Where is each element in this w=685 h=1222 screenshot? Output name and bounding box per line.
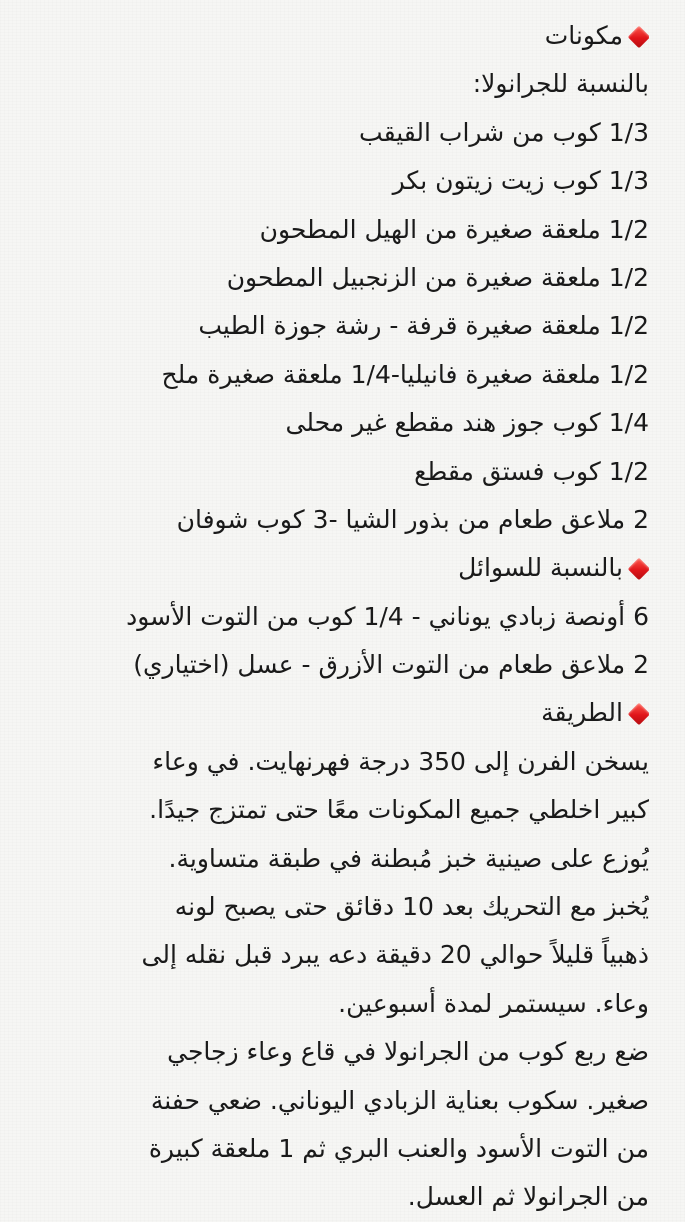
- ingredient-line: 1/3 كوب من شراب القيقب: [359, 117, 649, 147]
- heading-text: مكونات: [544, 21, 623, 50]
- method-line: صغير. سكوب بعناية الزبادي اليوناني. ضعي حفنة: [150, 1085, 649, 1115]
- section-heading-method: [9, 689, 649, 737]
- section-heading-ingredients: [9, 12, 649, 60]
- method-line: يسخن الفرن إلى 350 درجة فهرنهايت. في وعاء: [152, 746, 649, 776]
- red-diamond-icon: [628, 26, 649, 49]
- liquid-line: 2 ملاعق طعام من التوت الأزرق - عسل (اختياري): [133, 650, 649, 680]
- method-line: ضع ربع كوب من الجرانولا في قاع وعاء زجاجي: [167, 1037, 649, 1067]
- heading-text: الطريقة: [541, 698, 623, 728]
- ingredient-line: 2 ملاعق طعام من بذور الشيا -3 كوب شوفان: [176, 504, 649, 534]
- method-line: وعاء. سيستمر لمدة أسبوعين.: [338, 988, 649, 1018]
- red-diamond-icon: [628, 558, 649, 581]
- ingredient-line: 1/4 كوب جوز هند مقطع غير محلى: [285, 408, 649, 438]
- method-line: من التوت الأسود والعنب البري ثم 1 ملعقة كبيرة: [148, 1133, 649, 1163]
- note-body[interactable]: [9, 12, 649, 1222]
- method-line: ذهبياً قليلاً حوالي 20 دقيقة دعه يبرد قبل نقله إلى: [141, 940, 649, 970]
- method-line: يُوزع على صينية خبز مُبطنة في طبقة متساوية.: [168, 843, 649, 873]
- ingredient-line: 1/3 كوب زيت زيتون بكر: [392, 166, 649, 196]
- liquid-line: 6 أونصة زبادي يوناني - 1/4 كوب من التوت الأسود: [126, 601, 649, 631]
- heading-text: بالنسبة للسوائل: [458, 553, 623, 583]
- section-heading-liquids: [9, 544, 649, 592]
- ingredient-line: 1/2 ملعقة صغيرة فانيليا-1/4 ملعقة صغيرة ملح: [161, 359, 649, 389]
- method-line: كبير اخلطي جميع المكونات معًا حتى تمتزج جيدًا.: [149, 795, 649, 825]
- red-diamond-icon: [628, 703, 649, 726]
- method-line: يُخبز مع التحريك بعد 10 دقائق حتى يصبح لونه: [174, 892, 649, 922]
- method-line: من الجرانولا ثم العسل.: [407, 1182, 649, 1212]
- ingredient-line: 1/2 كوب فستق مقطع: [414, 456, 649, 486]
- ingredient-line: 1/2 ملعقة صغيرة من الزنجبيل المطحون: [226, 262, 649, 292]
- method-paragraph: [9, 738, 649, 1222]
- ingredient-line: 1/2 ملعقة صغيرة من الهيل المطحون: [259, 214, 649, 244]
- ingredient-line: 1/2 ملعقة صغيرة قرفة - رشة جوزة الطيب: [198, 311, 649, 341]
- granola-label: بالنسبة للجرانولا:: [472, 69, 649, 99]
